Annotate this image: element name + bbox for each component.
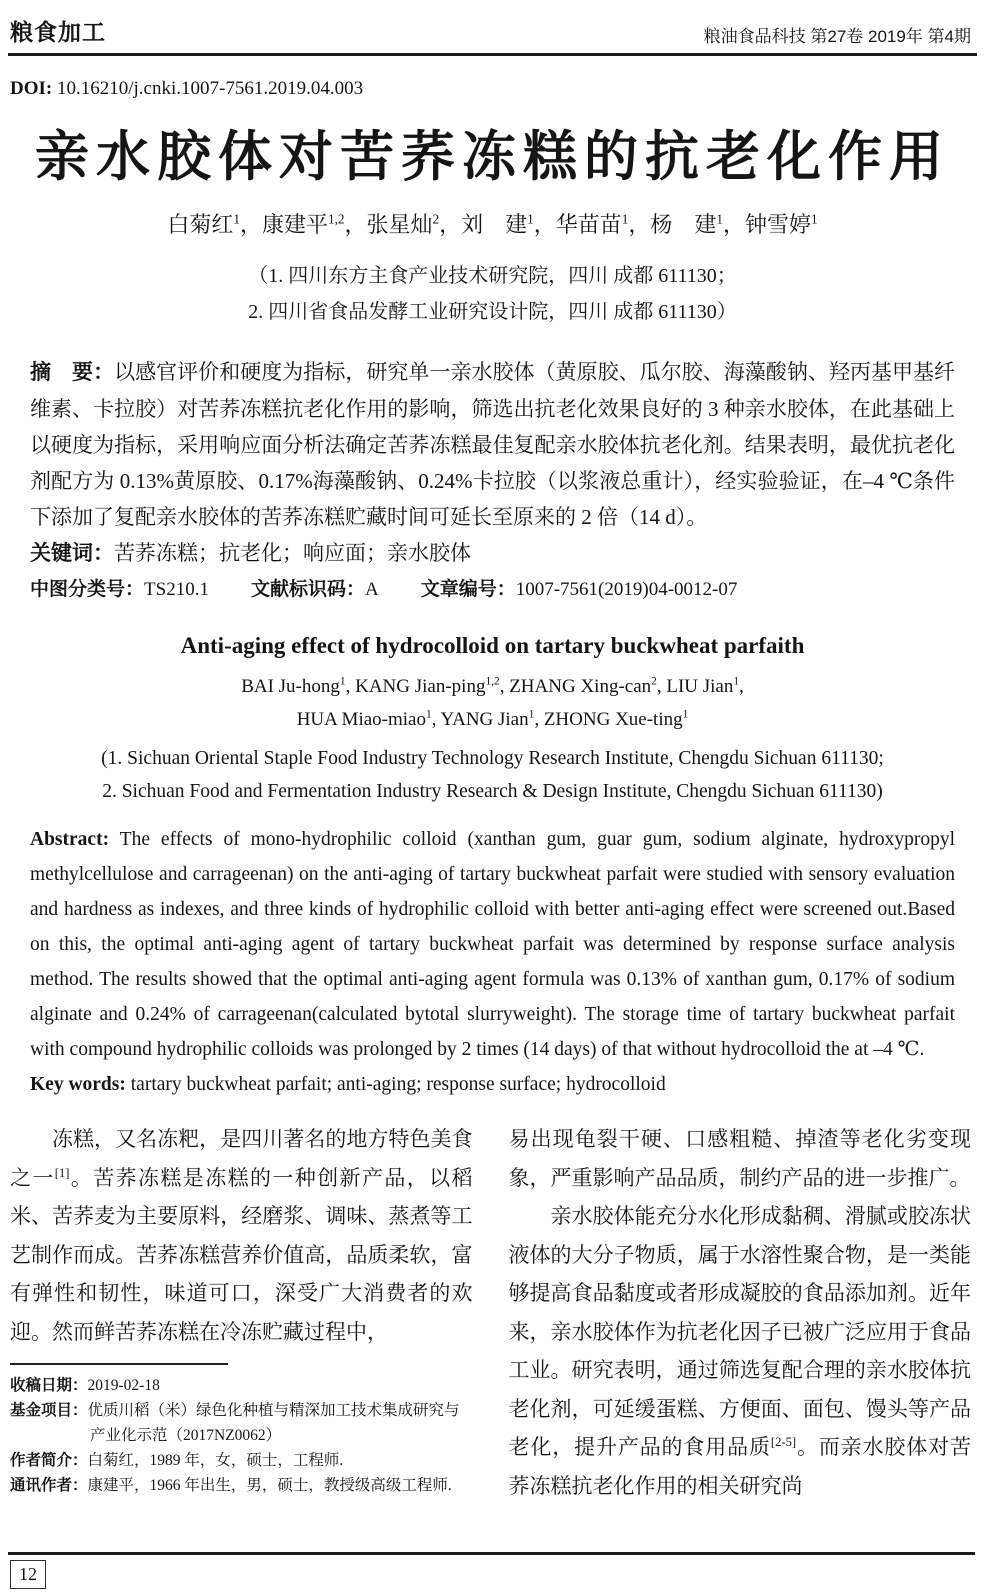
abstract-en-label: Abstract: (30, 829, 110, 850)
body-left-paragraphs (10, 1120, 473, 1351)
classification-label: 中图分类号： (30, 579, 145, 600)
body-paragraph: 易出现龟裂干硬、口感粗糙、掉渣等老化劣变现象，严重影响产品品质，制约产品的进一步推广。 (508, 1127, 971, 1190)
footnote-item: 通讯作者：康建平，1966 年出生，男，硕士，教授级高级工程师. (10, 1477, 452, 1494)
author-affiliation-sup: 1 (716, 211, 723, 227)
affiliation-line-en: 2. Sichuan Food and Fermentation Industry Research & Design Institute, Chengdu Sichuan 611130) (102, 781, 883, 802)
citation-ref: [1] (54, 1165, 70, 1180)
abstract-cn (30, 354, 955, 535)
body-right-column (509, 1120, 972, 1505)
bottom-rule (8, 1552, 975, 1555)
keywords-cn (30, 535, 955, 572)
body-paragraph: 冻糕，又名冻粑，是四川著名的地方特色美食之一[1]。苦荞冻糕是冻糕的一种创新产品，以稻米、苦荞麦为主要原料，经磨浆、调味、蒸煮等工艺制作而成。苦荞冻糕营养价值高，品质柔软，富有弹性和韧性，味道可口，深受广大消费者的欢迎。然而鲜苦荞冻糕在冷冻贮藏过程中， (10, 1127, 473, 1344)
affiliation-line-cn: 2. 四川省食品发酵工业研究设计院，四川 成都 611130） (248, 301, 737, 323)
footnotes (10, 1373, 473, 1498)
footnote-item: 收稿日期：2019-02-18 (10, 1377, 160, 1394)
author-affiliation-sup: 1 (339, 675, 346, 688)
article-title-cn: 亲水胶体对苦荞冻糕的抗老化作用 (35, 127, 950, 187)
author-affiliation-sup: 1 (621, 211, 629, 227)
citation-ref: [2-5] (770, 1435, 797, 1449)
author-affiliation-sup: 1,2 (328, 211, 345, 227)
classification-label: 文章编号： (420, 579, 516, 600)
classification-pair: 中图分类号：TS210.1 (30, 579, 209, 600)
author-affiliation-sup: 1 (528, 708, 535, 721)
body-paragraph: 亲水胶体能充分水化形成黏稠、滑腻或胶冻状液体的大分子物质，属于水溶性聚合物，是一类能够提高食品黏度或者形成凝胶的食品添加剂。近年来，亲水胶体作为抗老化因子已被广泛应用于食品工业。研究表明，通过筛选复配合理的亲水胶体抗老化剂，可延缓蛋糕、方便面、面包、馒头等产品老化，提升产品的食用品质[2-5]。而亲水胶体对苦荞冻糕抗老化作用的相关研究尚 (508, 1204, 972, 1498)
keywords-cn-label: 关键词： (30, 542, 114, 565)
section-label: 粮食加工 (10, 19, 106, 45)
classification-pair: 文章编号：1007-7561(2019)04-0012-07 (420, 579, 738, 600)
doi-value: 10.16210/j.cnki.1007-7561.2019.04.003 (56, 78, 364, 99)
authors-cn: 白菊红$^1$，康建平$^{1,2}$，张星灿$^2$，刘 建$^1$，华苗苗$^1$，杨 建$^1$，钟雪婷$^1$ (167, 211, 818, 237)
footnote-divider (10, 1363, 228, 1365)
header-rule (8, 53, 977, 56)
author-affiliation-sup: 1 (811, 211, 818, 227)
author-affiliation-sup: 1 (425, 708, 432, 721)
author-affiliation-sup: 2 (651, 675, 657, 688)
keywords-cn-text: 苦荞冻糕；抗老化；响应面；亲水胶体 (114, 541, 471, 565)
footnote-item: 基金项目：优质川稻（米）绿色化种植与精深加工技术集成研究与产业化示范（2017NZ0062） (10, 1402, 460, 1444)
footnote-item: 作者简介：白菊红，1989 年，女，硕士，工程师. (10, 1452, 344, 1469)
doi-label: DOI: (10, 78, 53, 99)
author-affiliation-sup: 1 (682, 708, 689, 721)
body-left-column (10, 1120, 473, 1505)
abstract-en-text: The effects of mono-hydrophilic colloid (xanthan gum, guar gum, sodium alginate, hydroxypropyl methylcellulose and carrageenan) on the anti-aging of tartary buckwheat parfait were studied with sensory evaluation and hardness as indexes, and three kinds of hydrophilic colloid with better anti-aging effect were screened out.Based on this, the optimal anti-aging agent of tartary buckwheat parfait was determined by response surface analysis method. The results showed that the optimal anti-aging agent formula was 0.13% of xanthan gum, 0.17% of sodium alginate and 0.24% of carrageenan(calculated bytotal slurryweight). The storage time of tartary buckwheat parfait with compound hydrophilic colloids was prolonged by 2 times (14 days) of that without hydrocolloid the at –4 ℃. (30, 829, 955, 1060)
classification-label: 文献标识码： (250, 579, 365, 600)
affiliation-line-cn: （1. 四川东方主食产业技术研究院，四川 成都 611130； (248, 265, 737, 287)
keywords-en-text: tartary buckwheat parfait; anti-aging; response surface; hydrocolloid (130, 1074, 666, 1095)
footnote-label: 基金项目： (10, 1402, 88, 1419)
author-affiliation-sup: 1,2 (485, 675, 500, 688)
classification-line (30, 572, 955, 608)
classification-pair: 文献标识码：A (250, 579, 379, 600)
footnote-label: 通讯作者： (10, 1477, 88, 1494)
affiliations-cn (0, 258, 985, 330)
journal-issue-info: 粮油食品科技 第27卷 2019年 第4期 (703, 27, 971, 46)
page-header (0, 0, 985, 47)
footnote-label: 收稿日期： (10, 1377, 88, 1394)
article-title-en: Anti-aging effect of hydrocolloid on tartary buckwheat parfaith (180, 633, 805, 658)
affiliation-line-en: (1. Sichuan Oriental Staple Food Industry Technology Research Institute, Chengdu Sichuan 611130; (101, 748, 884, 769)
abstract-en (30, 822, 955, 1067)
footnote-label: 作者简介： (10, 1452, 88, 1469)
page-number: 12 (10, 1560, 46, 1589)
keywords-en (30, 1067, 955, 1102)
abstract-cn-label: 摘 要： (30, 361, 115, 384)
doi-line (10, 78, 985, 100)
abstract-cn-text: 以感官评价和硬度为指标，研究单一亲水胶体（黄原胶、瓜尔胶、海藻酸钠、羟丙基甲基纤维素、卡拉胶）对苦荞冻糕抗老化作用的影响，筛选出抗老化效果良好的 3 种亲水胶体，在此基础上以硬度为指标，采用响应面分析法确定苦荞冻糕最佳复配亲水胶体抗老化剂。结果表明，最优抗老化剂配方为 0.13%黄原胶、0.17%海藻酸钠、0.24%卡拉胶（以浆液总重计），经实验验证，在–4 ℃条件下添加了复配亲水胶体的苦荞冻糕贮藏时间可延长至原来的 2 倍（14 d）。 (30, 360, 955, 529)
authors-en-line2: HUA Miao-miao$^1$, YANG Jian$^1$, ZHONG Xue-ting$^1$ (296, 708, 689, 730)
author-affiliation-sup: 1 (233, 211, 240, 227)
keywords-en-label: Key words: (30, 1074, 126, 1095)
body-columns (10, 1120, 971, 1505)
affiliations-en (0, 742, 985, 808)
authors-en-line1: BAI Ju-hong$^1$, KANG Jian-ping$^{1,2}$, ZHANG Xing-can$^2$, LIU Jian$^1$, (241, 675, 744, 697)
author-affiliation-sup: 2 (432, 211, 440, 227)
author-affiliation-sup: 1 (527, 211, 534, 227)
author-affiliation-sup: 1 (733, 675, 740, 688)
